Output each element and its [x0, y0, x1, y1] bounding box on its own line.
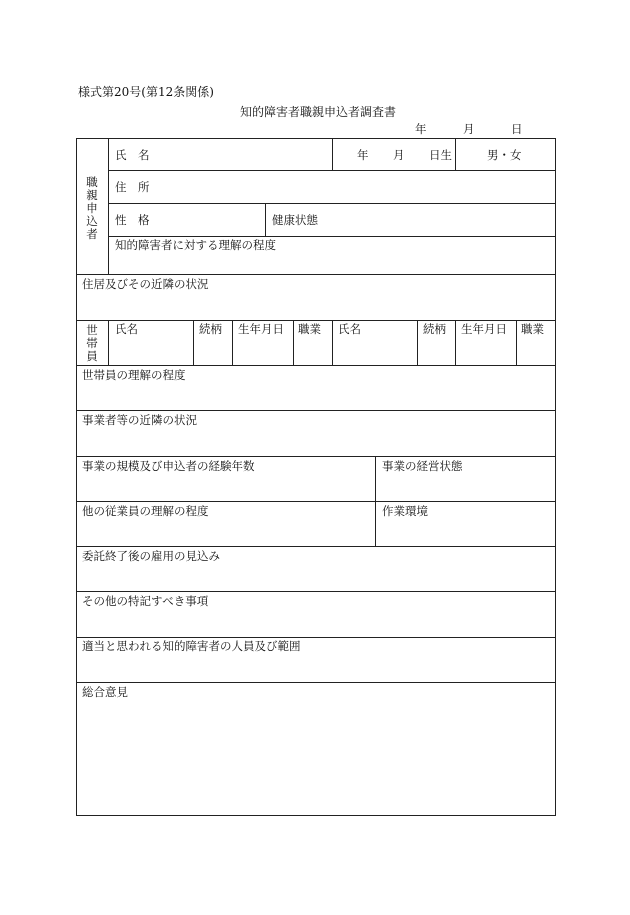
birth-year-label: 年 — [357, 148, 369, 162]
employment-outlook-label: 委託終了後の雇用の見込み — [82, 549, 220, 563]
household-col-relation-1: 続柄 — [199, 322, 222, 336]
applicant-side-label: 職親申込者 — [86, 175, 98, 241]
form-number: 様式第20号(第12条関係) — [78, 85, 214, 99]
business-neighborhood-label: 事業者等の近隣の状況 — [82, 413, 197, 427]
applicant-health-label: 健康状態 — [272, 213, 318, 227]
household-col-birthdate-2: 生年月日 — [461, 322, 507, 336]
form-title: 知的障害者職親申込者調査書 — [240, 105, 397, 119]
date-year: 年 — [415, 122, 427, 136]
work-environment-label: 作業環境 — [382, 504, 428, 518]
household-col-relation-2: 続柄 — [423, 322, 446, 336]
sex-option: 男・女 — [487, 148, 522, 162]
overall-opinion-label: 総合意見 — [82, 685, 128, 699]
suitable-persons-label: 適当と思われる知的障害者の人員及び範囲 — [82, 639, 301, 653]
household-col-occupation-2: 職業 — [521, 322, 544, 336]
household-col-occupation-1: 職業 — [298, 322, 321, 336]
household-col-name-1: 氏名 — [115, 322, 138, 336]
residence-label: 住居及びその近隣の状況 — [82, 277, 209, 291]
applicant-understanding-label: 知的障害者に対する理解の程度 — [115, 238, 276, 252]
date-day: 日 — [511, 122, 523, 136]
household-side-label: 世帯員 — [86, 323, 98, 363]
business-scale-label: 事業の規模及び申込者の経験年数 — [82, 459, 255, 473]
applicant-name-label: 氏 名 — [115, 148, 150, 162]
birth-day-label: 日生 — [429, 148, 452, 162]
date-month: 月 — [463, 122, 475, 136]
household-understanding-label: 世帯員の理解の程度 — [82, 368, 186, 382]
business-condition-label: 事業の経営状態 — [382, 459, 463, 473]
applicant-character-label: 性 格 — [115, 213, 150, 227]
coworker-understanding-label: 他の従業員の理解の程度 — [82, 504, 209, 518]
household-col-birthdate-1: 生年月日 — [238, 322, 284, 336]
notes-label: その他の特記すべき事項 — [82, 594, 209, 608]
household-col-name-2: 氏名 — [338, 322, 361, 336]
applicant-address-label: 住 所 — [115, 180, 150, 194]
birth-month-label: 月 — [393, 148, 405, 162]
